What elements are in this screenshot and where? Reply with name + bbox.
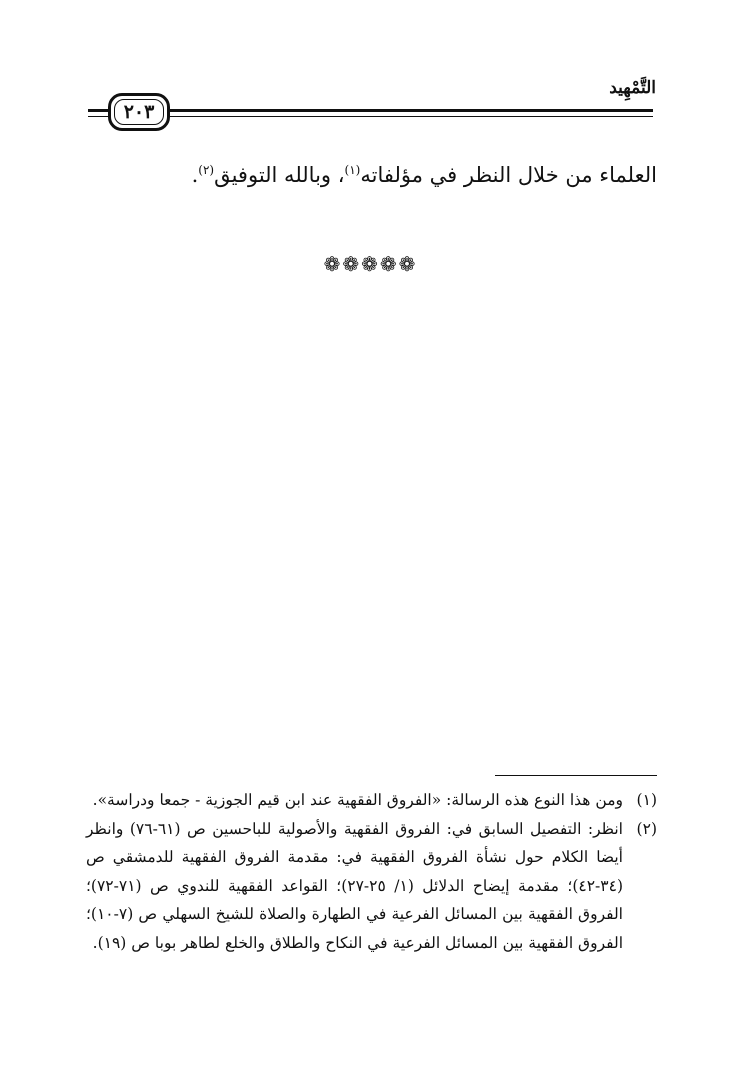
footnote-text: ومن هذا النوع هذه الرسالة: «الفروق الفقهية عند ابن قيم الجوزية - جمعا ودراسة». <box>92 791 623 809</box>
body-text-part2: ، وبالله التوفيق <box>214 163 345 187</box>
footnotes <box>86 786 657 957</box>
footnote-2 <box>86 815 657 958</box>
section-end-ornaments: ❁❁❁❁❁ <box>323 252 418 276</box>
page-number-frame <box>108 93 170 131</box>
header-rule-thick <box>170 109 653 112</box>
footnote-1 <box>86 786 657 815</box>
body-paragraph <box>150 150 657 195</box>
page-number: ٢٠٣ <box>123 101 155 123</box>
footnote-separator <box>495 775 657 776</box>
footnote-text: انظر: التفصيل السابق في: الفروق الفقهية والأصولية للباحسين ص (٦١-٧٦) وانظر أيضا الكلام حول نشأة الفروق الفقهية في: مقدمة الفروق الفقهية للدمشقي ص (٣٤-٤٢)؛ مقدمة إيضاح الدلائل (١/ ٢٥-٢٧)؛ القواعد الفقهية للندوي ص (٧١-٧٢)؛ الفروق الفقهية بين المسائل الفرعية في الطهارة والصلاة للشيخ السهلي ص (٧-١٠)؛ الفروق الفقهية بين المسائل الفرعية في النكاح والطلاق والخلع لطاهر بوبا ص (١٩). <box>86 819 623 952</box>
footnote-number: (٢) <box>636 819 657 838</box>
footnote-ref-2: (٢) <box>198 163 215 177</box>
footnote-ref-1: (١) <box>344 163 361 177</box>
header-rule-thin <box>170 116 653 117</box>
footnote-number: (١) <box>636 791 657 809</box>
body-text-end: . <box>191 163 199 187</box>
body-text-part1: العلماء من خلال النظر في مؤلفاته <box>360 163 657 187</box>
header-rule-left-thick <box>88 109 108 112</box>
header-rule-left-thin <box>88 116 108 117</box>
running-title: التَّمْهِيد <box>609 78 656 98</box>
